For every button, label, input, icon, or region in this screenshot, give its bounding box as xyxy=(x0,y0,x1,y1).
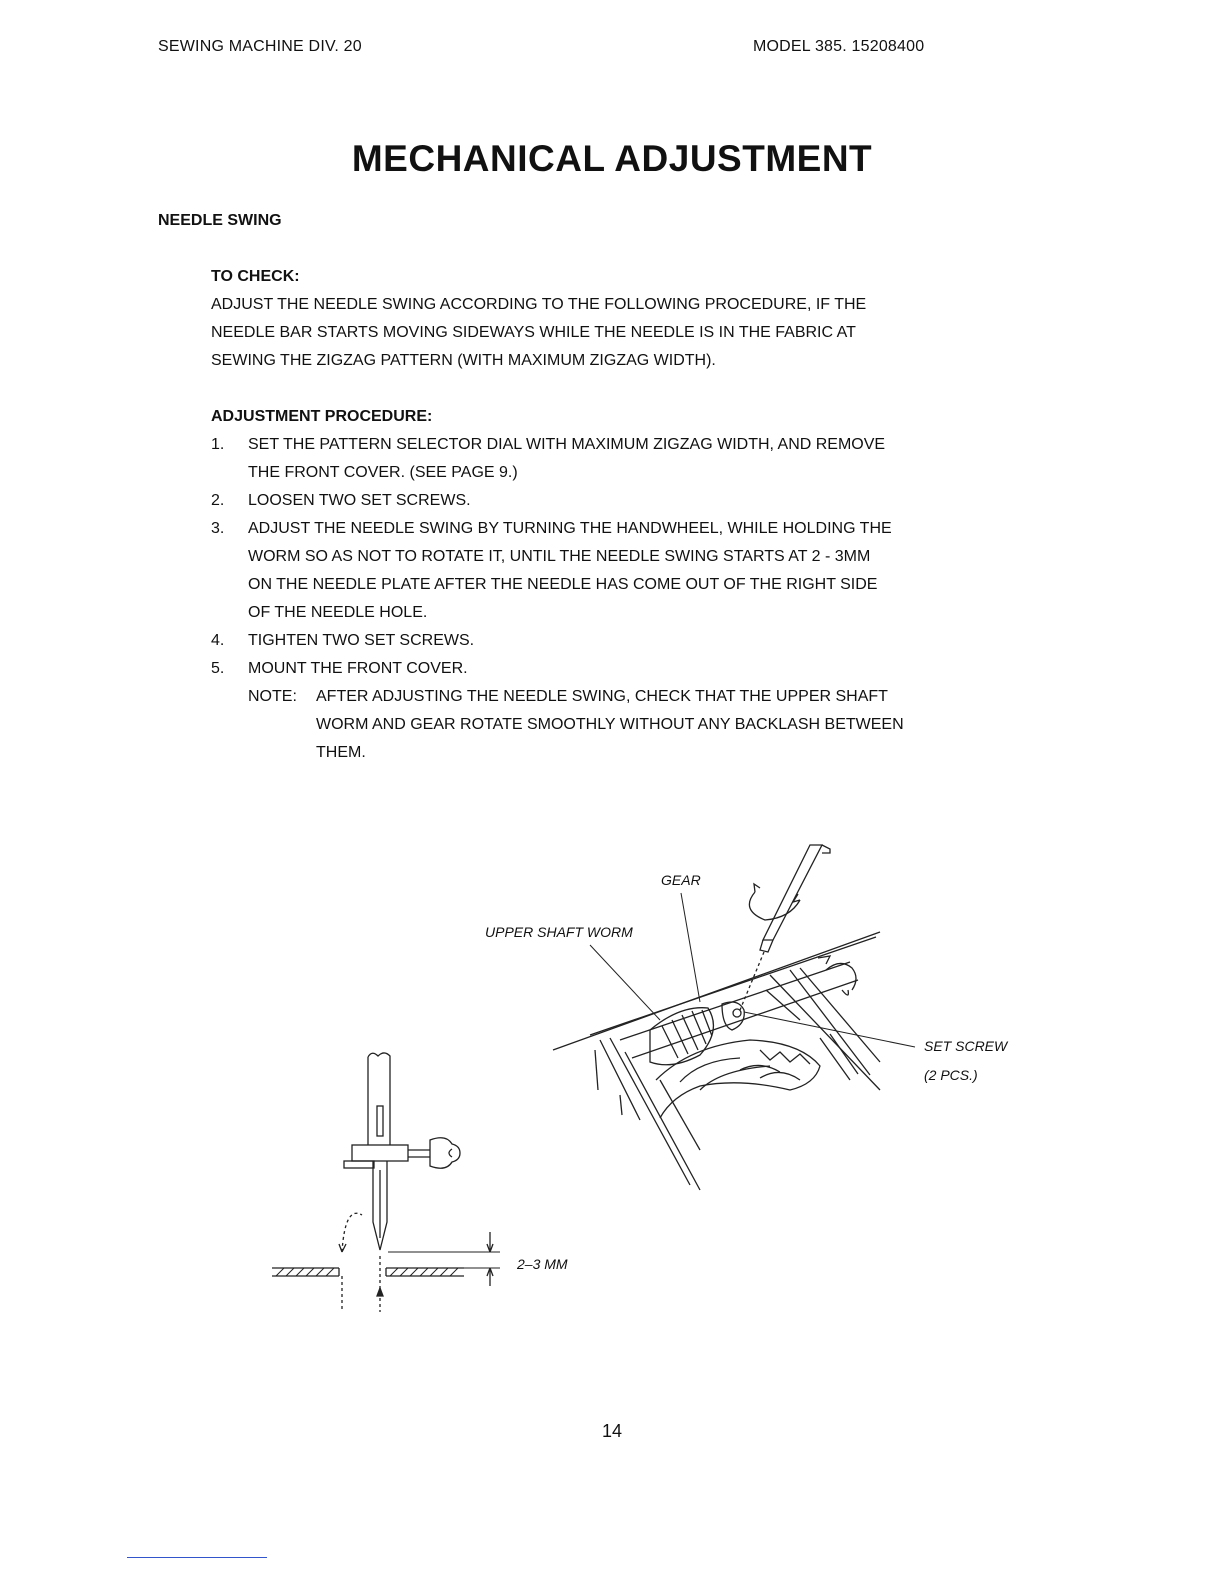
step-line: WORM SO AS NOT TO ROTATE IT, UNTIL THE NEEDLE SWING STARTS AT 2 - 3MM xyxy=(248,548,871,565)
page-title: MECHANICAL ADJUSTMENT xyxy=(351,138,873,179)
note-line: AFTER ADJUSTING THE NEEDLE SWING, CHECK THAT THE UPPER SHAFT xyxy=(316,688,888,705)
procedure-heading: ADJUSTMENT PROCEDURE: xyxy=(211,408,433,425)
note-line: THEM. xyxy=(316,744,366,761)
upper-shaft-worm-label: UPPER SHAFT WORM xyxy=(485,924,633,940)
header-left: SEWING MACHINE DIV. 20 xyxy=(158,38,362,55)
step-line: ON THE NEEDLE PLATE AFTER THE NEEDLE HAS COME OUT OF THE RIGHT SIDE xyxy=(248,576,878,593)
step-line: SET THE PATTERN SELECTOR DIAL WITH MAXIMUM ZIGZAG WIDTH, AND REMOVE xyxy=(248,436,886,453)
note-label: NOTE: xyxy=(248,688,297,705)
check-heading: TO CHECK: xyxy=(211,268,300,285)
gear-label: GEAR xyxy=(661,872,701,888)
shaft-gear-drawing xyxy=(553,845,915,1190)
step-line: THE FRONT COVER. (SEE PAGE 9.) xyxy=(248,464,518,481)
check-line: SEWING THE ZIGZAG PATTERN (WITH MAXIMUM ZIGZAG WIDTH). xyxy=(211,352,716,369)
step-line: MOUNT THE FRONT COVER. xyxy=(248,660,468,677)
section-heading: NEEDLE SWING xyxy=(158,212,282,229)
footer-divider xyxy=(127,1557,267,1558)
header-right: MODEL 385. 15208400 xyxy=(753,38,925,55)
check-line: NEEDLE BAR STARTS MOVING SIDEWAYS WHILE THE NEEDLE IS IN THE FABRIC AT xyxy=(211,324,856,341)
note-line: WORM AND GEAR ROTATE SMOOTHLY WITHOUT ANY BACKLASH BETWEEN xyxy=(316,716,904,733)
step-number: 3. xyxy=(211,520,225,537)
step-line: TIGHTEN TWO SET SCREWS. xyxy=(248,632,475,649)
step-number: 1. xyxy=(211,436,225,453)
step-number: 5. xyxy=(211,660,225,677)
step-line: LOOSEN TWO SET SCREWS. xyxy=(248,492,471,509)
needle-bar-drawing xyxy=(272,1053,500,1312)
page-number: 14 xyxy=(601,1421,623,1441)
set-screw-qty-label: (2 PCS.) xyxy=(924,1067,978,1083)
step-line: ADJUST THE NEEDLE SWING BY TURNING THE HANDWHEEL, WHILE HOLDING THE xyxy=(248,520,892,537)
step-number: 4. xyxy=(211,632,225,649)
gap-dimension-label: 2–3 MM xyxy=(517,1256,568,1272)
step-number: 2. xyxy=(211,492,225,509)
check-line: ADJUST THE NEEDLE SWING ACCORDING TO THE FOLLOWING PROCEDURE, IF THE xyxy=(211,296,867,313)
set-screw-label: SET SCREW xyxy=(924,1038,1008,1054)
step-line: OF THE NEEDLE HOLE. xyxy=(248,604,428,621)
